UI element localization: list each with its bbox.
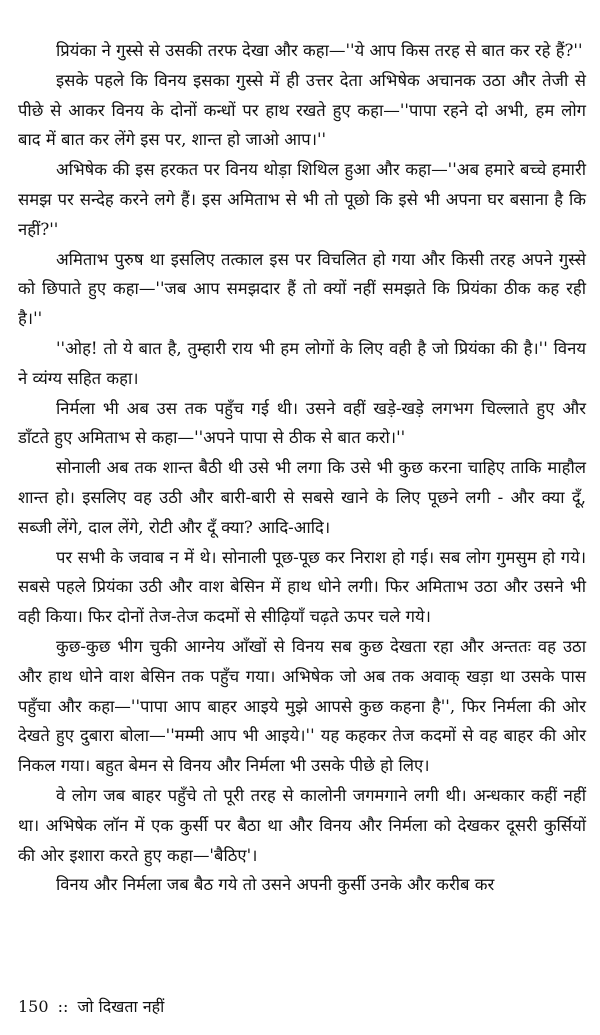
- paragraph: सोनाली अब तक शान्त बैठी थी उसे भी लगा कि उसे भी कुछ करना चाहिए ताकि माहौल शान्त हो। इसलिए वह उठी और बारी-बारी से सबसे खाने के लिए पूछने लगी - और क्या दूँ, सब्जी लेंगे, दाल लेंगे, रोटी और दूँ क्या? आदि-आदि।: [18, 458, 586, 537]
- paragraph: विनय और निर्मला जब बैठ गये तो उसने अपनी कुर्सी उनके और करीब कर: [56, 875, 495, 895]
- paragraph: निर्मला भी अब उस तक पहुँच गई थी। उसने वहीं खड़े-खड़े लगभग चिल्लाते हुए और डाँटते हुए अमिताभ से कहा—''अपने पापा से ठीक से बात करो।'': [18, 398, 586, 448]
- paragraph: ''ओह! तो ये बात है, तुम्हारी राय भी हम लोगों के लिए वही है जो प्रियंका की है।'' विनय ने व्यंग्य सहित कहा।: [18, 338, 586, 388]
- paragraph: वे लोग जब बाहर पहुँचे तो पूरी तरह से कालोनी जगमगाने लगी थी। अन्धकार कहीं नहीं था। अभिषेक लॉन में एक कुर्सी पर बैठा था और विनय और निर्मला को देखकर दूसरी कुर्सियों की ओर इशारा करते हुए कहा—'बैठिए'।: [18, 785, 586, 865]
- paragraph: अभिषेक की इस हरकत पर विनय थोड़ा शिथिल हुआ और कहा—''अब हमारे बच्चे हमारी समझ पर सन्देह करने लगे हैं। इस अमिताभ से भी तो पूछो कि इसे भी अपना घर बसाना है कि नहीं?'': [18, 160, 586, 239]
- page-body: [18, 36, 586, 900]
- paragraph: अमिताभ पुरुष था इसलिए तत्काल इस पर विचलित हो गया और किसी तरह अपने गुस्से को छिपाते हुए कहा—''जब आप समझदार हैं तो क्यों नहीं समझते कि प्रियंका ठीक कह रही है।'': [18, 249, 586, 329]
- paragraph: पर सभी के जवाब न में थे। सोनाली पूछ-पूछ कर निराश हो गई। सब लोग गुमसुम हो गये। सबसे पहले प्रियंका उठी और वाश बेसिन में हाथ धोने लगी। फिर अमिताभ उठा और उसने भी वही किया। फिर दोनों तेज-तेज कदमों से सीढ़ियाँ चढ़ते ऊपर चले गये।: [18, 547, 586, 627]
- paragraph: प्रियंका ने गुस्से से उसकी तरफ देखा और कहा—''ये आप किस तरह से बात कर रहे हैं?'': [56, 41, 583, 60]
- paragraph: कुछ-कुछ भीग चुकी आग्नेय आँखों से विनय सब कुछ देखता रहा और अन्ततः वह उठा और हाथ धोने वाश बेसिन तक पहुँच गया। अभिषेक जो अब तक अवाक् खड़ा था उसके पास पहुँचा और कहा—''पापा आप बाहर आइये मुझे आपसे कुछ कहना है'', फिर निर्मला की ओर देखते हुए दुबारा बोला—''मम्मी आप भी आइये।'' यह कहकर तेज कदमों से वह बाहर की ओर निकल गया। बहुत बेमन से विनय और निर्मला भी उसके पीछे हो लिए।: [18, 636, 586, 776]
- page-number: 150: [18, 997, 49, 1016]
- running-title: जो दिखता नहीं: [77, 997, 165, 1016]
- page-footer: [18, 996, 164, 1018]
- footer-separator: ::: [57, 997, 69, 1016]
- paragraph: इसके पहले कि विनय इसका गुस्से में ही उत्तर देता अभिषेक अचानक उठा और तेजी से पीछे से आकर विनय के दोनों कन्धों पर हाथ रखते हुए कहा—''पापा रहने दो अभी, हम लोग बाद में बात कर लेंगे इस पर, शान्त हो जाओ आप।'': [18, 70, 586, 150]
